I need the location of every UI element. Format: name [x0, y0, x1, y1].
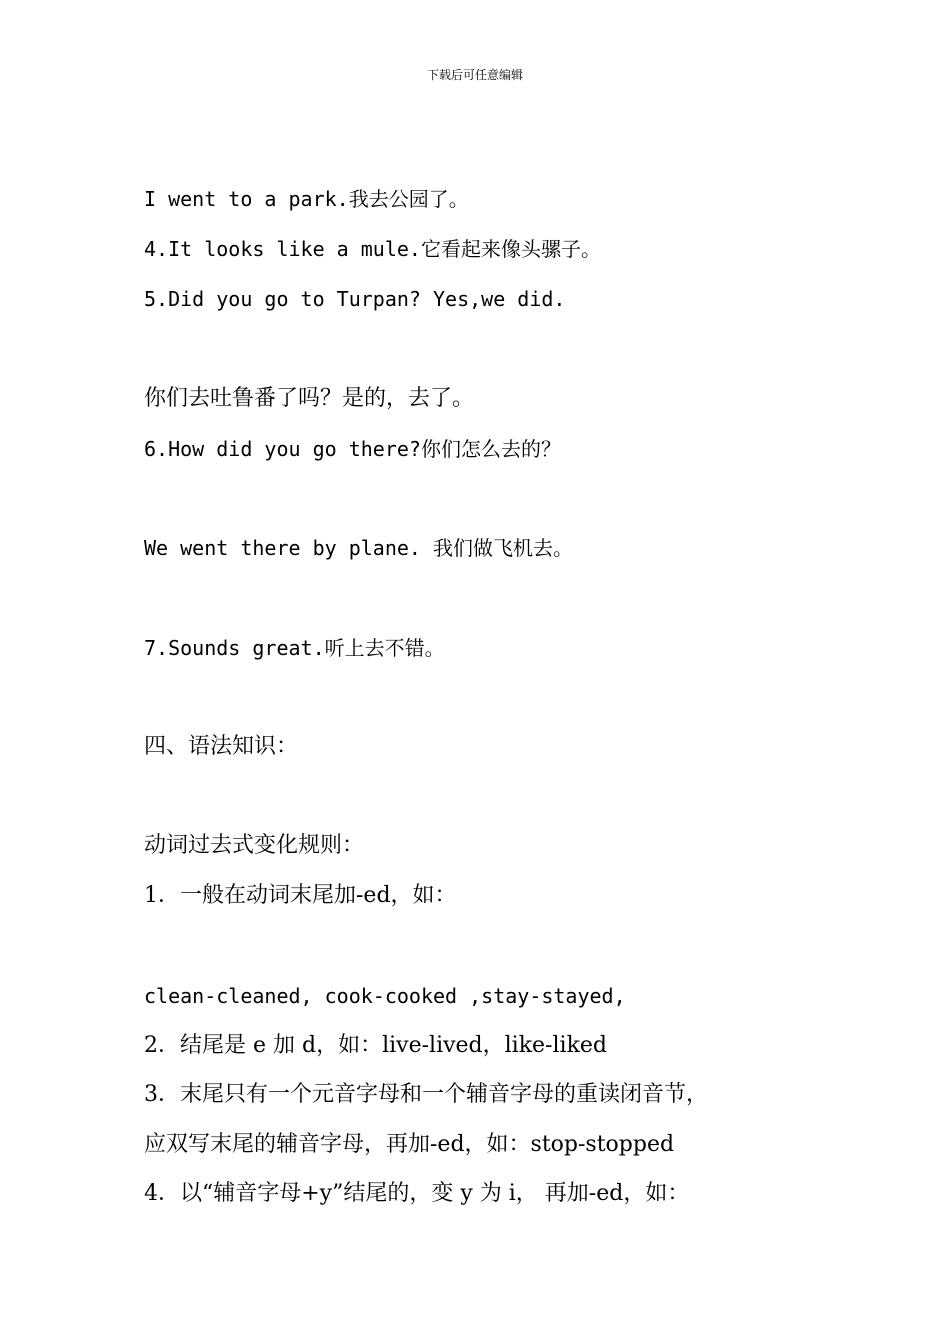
rule-1-examples: clean-cleaned, cook-cooked ,stay-stayed, [144, 984, 626, 1008]
text-line-7: 7.Sounds great.听上去不错。 [144, 636, 445, 660]
rule-3: 3．末尾只有一个元音字母和一个辅音字母的重读闭音节， [144, 1082, 708, 1107]
rule-1: 1．一般在动词末尾加-ed，如： [144, 883, 457, 908]
text-line-2: 4.It looks like a mule.它看起来像头骡子。 [144, 237, 601, 261]
text-line-4: 你们去吐鲁番了吗？是的，去了。 [144, 386, 475, 411]
text-line-1: I went to a park.我去公园了。 [144, 187, 469, 211]
rule-4: 4．以“辅音字母+y”结尾的，变 y 为 i， 再加-ed，如： [144, 1181, 690, 1206]
rule-3-continued: 应双写末尾的辅音字母，再加-ed，如：stop-stopped [144, 1132, 675, 1157]
text-line-6: We went there by plane. 我们做飞机去。 [144, 536, 573, 560]
text-line-3: 5.Did you go to Turpan? Yes,we did. [144, 287, 566, 311]
rule-2: 2．结尾是 e 加 d，如：live-lived，like-liked [144, 1033, 607, 1058]
text-line-5: 6.How did you go there?你们怎么去的？ [144, 437, 561, 461]
text-line-9: 动词过去式变化规则： [144, 833, 365, 858]
section-heading-grammar: 四、语法知识： [144, 734, 299, 759]
page-header-note: 下载后可任意编辑 [426, 68, 523, 82]
